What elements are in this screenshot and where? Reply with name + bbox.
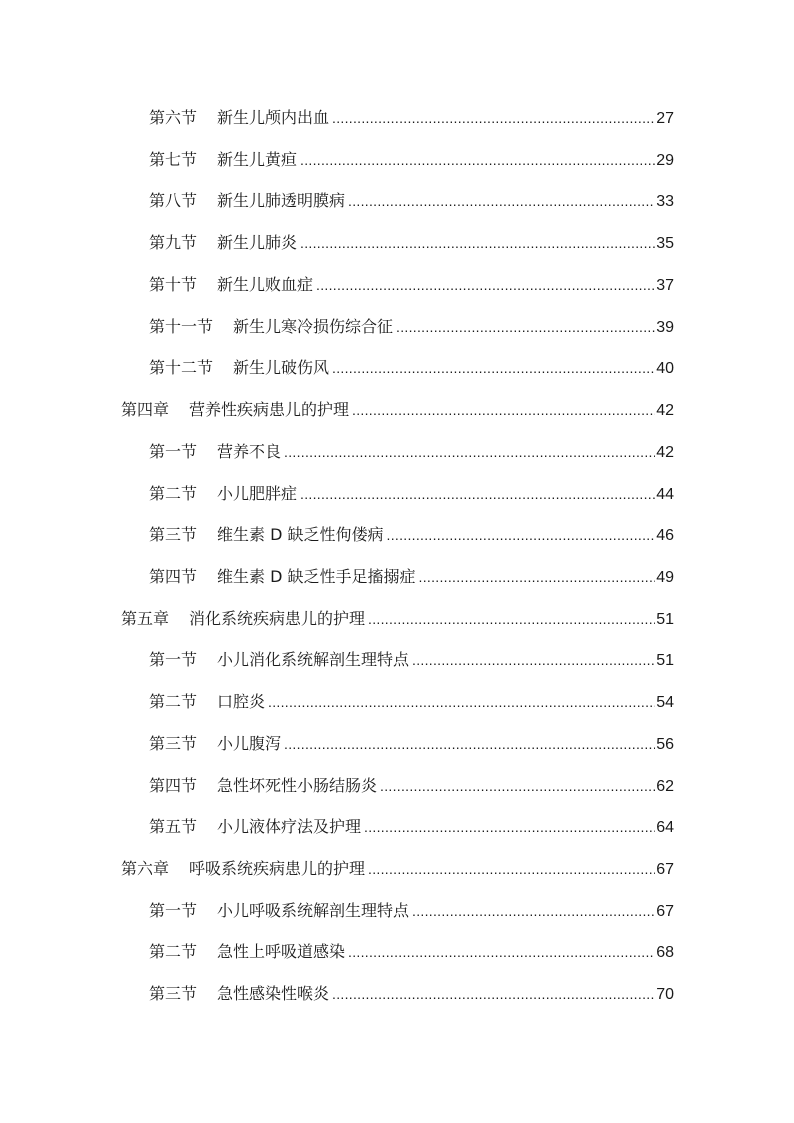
dot-leader <box>332 105 655 131</box>
dot-leader <box>300 481 655 507</box>
toc-entry[interactable] <box>149 314 674 340</box>
entry-number: 第六节 <box>149 108 198 127</box>
entry-title: 新生儿寒冷损伤综合征 <box>233 317 394 336</box>
entry-number: 第二节 <box>149 942 198 961</box>
entry-page-number: 44 <box>656 486 674 503</box>
toc-entry[interactable] <box>149 105 674 131</box>
toc-entry[interactable] <box>149 564 674 590</box>
entry-page-number: 46 <box>656 527 674 544</box>
entry-page-number: 27 <box>656 110 674 127</box>
entry-page-number: 51 <box>656 611 674 628</box>
toc-entry-chapter[interactable] <box>121 397 674 423</box>
dot-leader <box>332 981 655 1007</box>
entry-number: 第十节 <box>149 275 198 294</box>
entry-page-number: 64 <box>656 819 674 836</box>
dot-leader <box>348 188 655 214</box>
entry-title: 新生儿颅内出血 <box>217 108 330 127</box>
toc-entry[interactable] <box>149 355 674 381</box>
toc-entry[interactable] <box>149 814 674 840</box>
entry-page-number: 62 <box>656 778 674 795</box>
entry-number: 第三节 <box>149 525 198 544</box>
toc-entry[interactable] <box>149 647 674 673</box>
entry-number: 第四章 <box>121 400 170 419</box>
entry-page-number: 68 <box>656 944 674 961</box>
entry-number: 第十一节 <box>149 317 214 336</box>
dot-leader <box>387 522 656 548</box>
toc-entry[interactable] <box>149 773 674 799</box>
dot-leader <box>300 147 655 173</box>
entry-title: 新生儿败血症 <box>217 275 314 294</box>
entry-title: 新生儿肺透明膜病 <box>217 191 346 210</box>
entry-title: 新生儿肺炎 <box>217 233 298 252</box>
entry-title: 口腔炎 <box>217 692 266 711</box>
dot-leader <box>396 314 655 340</box>
entry-title: 小儿腹泻 <box>217 734 282 753</box>
entry-number: 第八节 <box>149 191 198 210</box>
dot-leader <box>284 731 655 757</box>
entry-page-number: 33 <box>656 193 674 210</box>
dot-leader <box>368 606 655 632</box>
toc-entry-chapter[interactable] <box>121 606 674 632</box>
toc-entry[interactable] <box>149 230 674 256</box>
entry-title: 急性感染性喉炎 <box>217 984 330 1003</box>
entry-title: 小儿液体疗法及护理 <box>217 817 362 836</box>
toc-entry[interactable] <box>149 147 674 173</box>
entry-number: 第十二节 <box>149 358 214 377</box>
entry-number: 第一节 <box>149 442 198 461</box>
entry-page-number: 51 <box>656 652 674 669</box>
dot-leader <box>412 647 655 673</box>
toc-entry[interactable] <box>149 731 674 757</box>
entry-title: 小儿呼吸系统解剖生理特点 <box>217 901 410 920</box>
entry-page-number: 49 <box>656 569 674 586</box>
entry-title: 新生儿黄疸 <box>217 150 298 169</box>
entry-title: 维生素 D 缺乏性手足搐搦症 <box>217 567 416 586</box>
entry-page-number: 42 <box>656 402 674 419</box>
entry-number: 第五章 <box>121 609 170 628</box>
toc-entry[interactable] <box>149 522 674 548</box>
toc-entry[interactable] <box>149 898 674 924</box>
entry-number: 第四节 <box>149 776 198 795</box>
dot-leader <box>380 773 655 799</box>
dot-leader <box>316 272 655 298</box>
dot-leader <box>332 355 655 381</box>
entry-title: 呼吸系统疾病患儿的护理 <box>189 859 366 878</box>
entry-number: 第三节 <box>149 984 198 1003</box>
dot-leader <box>412 898 655 924</box>
entry-number: 第三节 <box>149 734 198 753</box>
entry-number: 第二节 <box>149 484 198 503</box>
entry-number: 第一节 <box>149 901 198 920</box>
entry-number: 第一节 <box>149 650 198 669</box>
toc-entry[interactable] <box>149 481 674 507</box>
entry-page-number: 67 <box>656 903 674 920</box>
entry-number: 第二节 <box>149 692 198 711</box>
toc-entry[interactable] <box>149 188 674 214</box>
entry-title: 小儿肥胖症 <box>217 484 298 503</box>
entry-page-number: 35 <box>656 235 674 252</box>
entry-number: 第七节 <box>149 150 198 169</box>
toc-entry-chapter[interactable] <box>121 856 674 882</box>
entry-number: 第五节 <box>149 817 198 836</box>
entry-title: 急性坏死性小肠结肠炎 <box>217 776 378 795</box>
dot-leader <box>300 230 655 256</box>
dot-leader <box>348 939 655 965</box>
dot-leader <box>419 564 656 590</box>
entry-title: 小儿消化系统解剖生理特点 <box>217 650 410 669</box>
entry-page-number: 56 <box>656 736 674 753</box>
entry-title: 新生儿破伤风 <box>233 358 330 377</box>
entry-page-number: 40 <box>656 360 674 377</box>
entry-page-number: 42 <box>656 444 674 461</box>
entry-number: 第九节 <box>149 233 198 252</box>
dot-leader <box>268 689 655 715</box>
entry-page-number: 39 <box>656 319 674 336</box>
toc-entry[interactable] <box>149 981 674 1007</box>
entry-page-number: 70 <box>656 986 674 1003</box>
dot-leader <box>364 814 655 840</box>
entry-title: 消化系统疾病患儿的护理 <box>189 609 366 628</box>
toc-entry[interactable] <box>149 439 674 465</box>
toc-entry[interactable] <box>149 272 674 298</box>
entry-number: 第六章 <box>121 859 170 878</box>
entry-title: 营养性疾病患儿的护理 <box>189 400 350 419</box>
entry-page-number: 54 <box>656 694 674 711</box>
dot-leader <box>284 439 655 465</box>
entry-page-number: 37 <box>656 277 674 294</box>
entry-title: 营养不良 <box>217 442 282 461</box>
dot-leader <box>368 856 655 882</box>
entry-number: 第四节 <box>149 567 198 586</box>
toc-entry[interactable] <box>149 939 674 965</box>
entry-page-number: 67 <box>656 861 674 878</box>
entry-page-number: 29 <box>656 152 674 169</box>
dot-leader <box>352 397 655 423</box>
entry-title: 急性上呼吸道感染 <box>217 942 346 961</box>
entry-title: 维生素 D 缺乏性佝偻病 <box>217 525 384 544</box>
toc-entry[interactable] <box>149 689 674 715</box>
